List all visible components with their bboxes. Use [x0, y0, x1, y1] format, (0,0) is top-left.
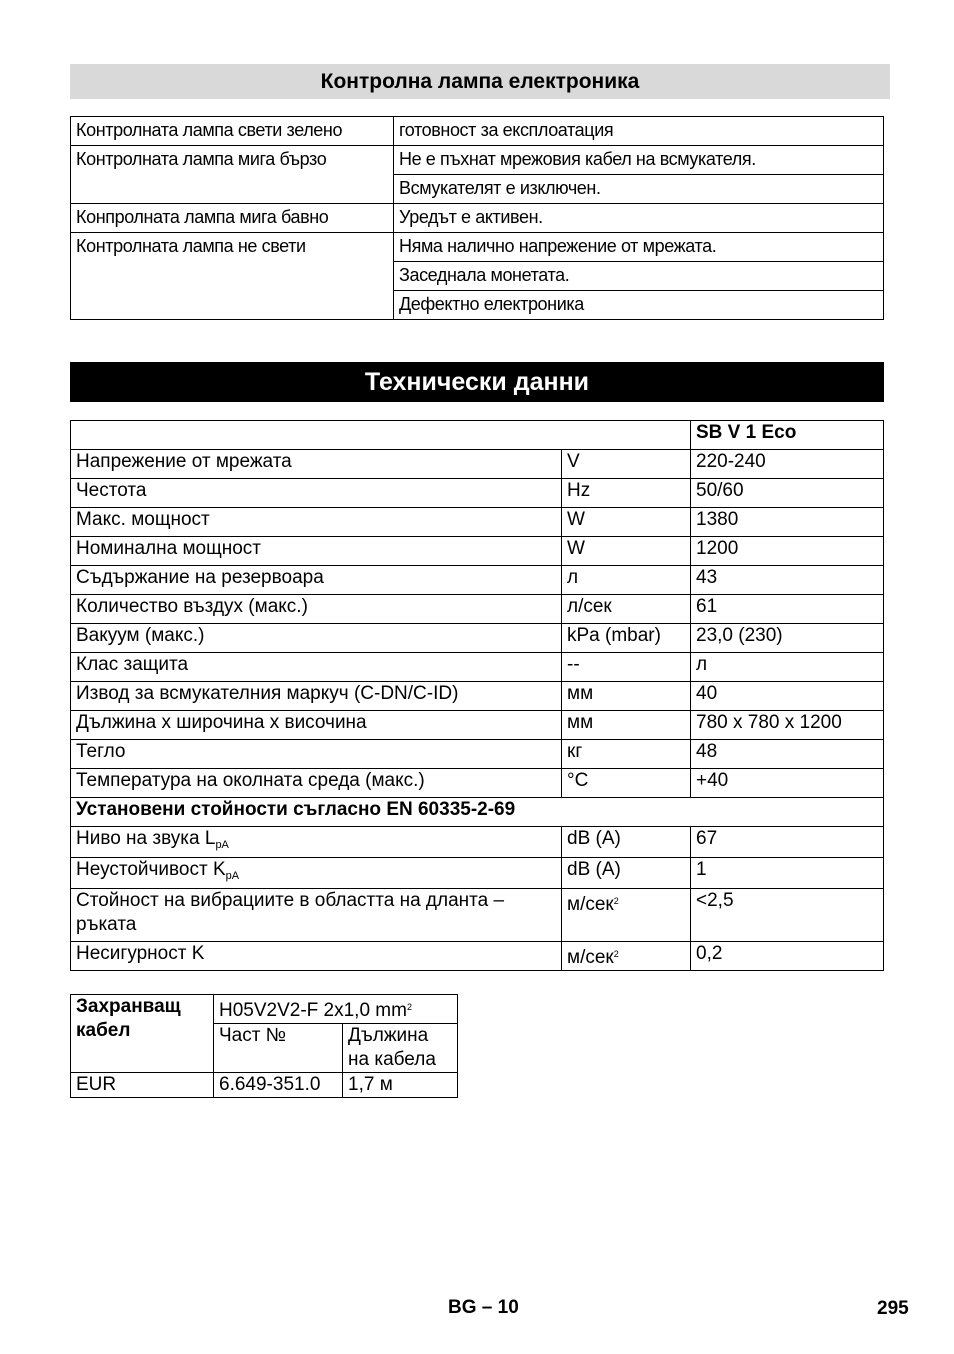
table-row — [71, 711, 884, 740]
table-row — [71, 233, 884, 262]
tech-param: Напрежение от мрежата — [71, 450, 562, 479]
tech-section-title: Технически данни — [70, 362, 884, 402]
table-row — [71, 682, 884, 711]
table-row — [71, 889, 884, 942]
tech-value: 61 — [691, 595, 884, 624]
tech-param: Температура на околната среда (макс.) — [71, 769, 562, 798]
tech-unit: Hz — [562, 479, 691, 508]
table-row — [71, 566, 884, 595]
values-header: Установени стойности съгласно EN 60335-2-69 — [71, 798, 884, 827]
table-row — [71, 117, 884, 146]
table-row — [71, 827, 884, 858]
tech-unit — [562, 889, 691, 942]
lamp-meaning: Всмукателят е изключен. — [394, 175, 884, 204]
col-length-header: Дължина на кабела — [343, 1024, 458, 1073]
tech-unit: мм — [562, 711, 691, 740]
cable-spec-text: H05V2V2-F 2x1,0 mm — [219, 1000, 407, 1021]
cable-spec-superscript: 2 — [406, 1002, 412, 1012]
tech-data-table — [70, 420, 884, 971]
tech-unit: dB (A) — [562, 827, 691, 858]
tech-value: л — [691, 653, 884, 682]
tech-unit: W — [562, 537, 691, 566]
model-name: SB V 1 Eco — [691, 421, 884, 450]
tech-param: Количество въздух (макс.) — [71, 595, 562, 624]
tech-param: Тегло — [71, 740, 562, 769]
lamp-meaning: Дефектно електроника — [394, 291, 884, 320]
tech-value: 1 — [691, 858, 884, 889]
table-row — [71, 450, 884, 479]
table-row — [71, 146, 884, 175]
cable-length: 1,7 м — [343, 1073, 458, 1098]
table-row — [71, 653, 884, 682]
cable-region: EUR — [71, 1073, 214, 1098]
col-part-header: Част № — [214, 1024, 343, 1073]
table-row — [71, 1073, 458, 1098]
tech-value: <2,5 — [691, 889, 884, 942]
tech-param: Честота — [71, 479, 562, 508]
tech-value: 43 — [691, 566, 884, 595]
cable-part-number: 6.649-351.0 — [214, 1073, 343, 1098]
table-row — [71, 624, 884, 653]
lamp-meaning: Уредът е активен. — [394, 204, 884, 233]
tech-unit: л/сек — [562, 595, 691, 624]
cable-spec — [214, 995, 458, 1024]
lamp-section-title: Контролна лампа електроника — [70, 64, 890, 99]
tech-unit: °C — [562, 769, 691, 798]
param-text: Неустойчивост K — [76, 859, 226, 880]
tech-param: Дължина x широчина x височина — [71, 711, 562, 740]
tech-param: Номинална мощност — [71, 537, 562, 566]
tech-value: 50/60 — [691, 479, 884, 508]
tech-param: Несигурност K — [71, 942, 562, 971]
tech-param: Съдържание на резервоара — [71, 566, 562, 595]
table-row — [71, 508, 884, 537]
tech-value: 23,0 (230) — [691, 624, 884, 653]
tech-param: Клас защита — [71, 653, 562, 682]
tech-param: Извод за всмукателния маркуч (C-DN/C-ID) — [71, 682, 562, 711]
lamp-meaning: Няма налично напрежение от мрежата. — [394, 233, 884, 262]
tech-unit: kPa (mbar) — [562, 624, 691, 653]
tech-unit: W — [562, 508, 691, 537]
table-row — [71, 537, 884, 566]
tech-unit: мм — [562, 682, 691, 711]
lamp-condition: Конпролната лампа мига бавно — [71, 204, 394, 233]
lamp-meaning: готовност за експлоатация — [394, 117, 884, 146]
tech-unit: кг — [562, 740, 691, 769]
tech-value: 40 — [691, 682, 884, 711]
tech-value: 1200 — [691, 537, 884, 566]
tech-value: 780 x 780 x 1200 — [691, 711, 884, 740]
tech-value: 0,2 — [691, 942, 884, 971]
lamp-condition: Контролната лампа свети зелено — [71, 117, 394, 146]
table-row — [71, 858, 884, 889]
unit-superscript: 2 — [613, 949, 619, 959]
table-row — [71, 769, 884, 798]
lamp-condition: Контролната лампа мига бързо — [71, 146, 394, 204]
tech-param: Вакуум (макс.) — [71, 624, 562, 653]
param-text: Ниво на звука L — [76, 828, 216, 849]
param-subscript: pA — [215, 839, 229, 851]
param-subscript: pA — [225, 870, 240, 882]
tech-value: 48 — [691, 740, 884, 769]
cable-table — [70, 994, 458, 1098]
tech-unit — [562, 942, 691, 971]
table-row — [71, 479, 884, 508]
table-row — [71, 798, 884, 827]
table-row — [71, 204, 884, 233]
tech-value: 67 — [691, 827, 884, 858]
tech-value: 1380 — [691, 508, 884, 537]
lamp-meaning: Заседнала монетата. — [394, 262, 884, 291]
tech-unit: -- — [562, 653, 691, 682]
table-row — [71, 942, 884, 971]
tech-param: Стойност на вибрациите в областта на дланта – ръката — [71, 889, 562, 942]
empty-header-cell — [71, 421, 691, 450]
lamp-condition: Контролната лампа не свети — [71, 233, 394, 320]
table-header-row — [71, 421, 884, 450]
footer-page-number: 295 — [877, 1298, 909, 1319]
tech-value: 220-240 — [691, 450, 884, 479]
tech-param — [71, 858, 562, 889]
lamp-meaning: Не е пъхнат мрежовия кабел на всмукателя. — [394, 146, 884, 175]
tech-value: +40 — [691, 769, 884, 798]
tech-unit: V — [562, 450, 691, 479]
table-row — [71, 995, 458, 1024]
table-row — [71, 595, 884, 624]
unit-text: м/сек — [567, 894, 614, 915]
footer-language-page: BG – 10 — [448, 1297, 519, 1318]
unit-superscript: 2 — [613, 896, 619, 906]
unit-text: м/сек — [567, 947, 614, 968]
tech-unit: л — [562, 566, 691, 595]
table-row — [71, 740, 884, 769]
tech-unit: dB (A) — [562, 858, 691, 889]
lamp-table — [70, 116, 884, 320]
tech-param — [71, 827, 562, 858]
tech-param: Макс. мощност — [71, 508, 562, 537]
cable-label: Захранващ кабел — [71, 995, 214, 1073]
